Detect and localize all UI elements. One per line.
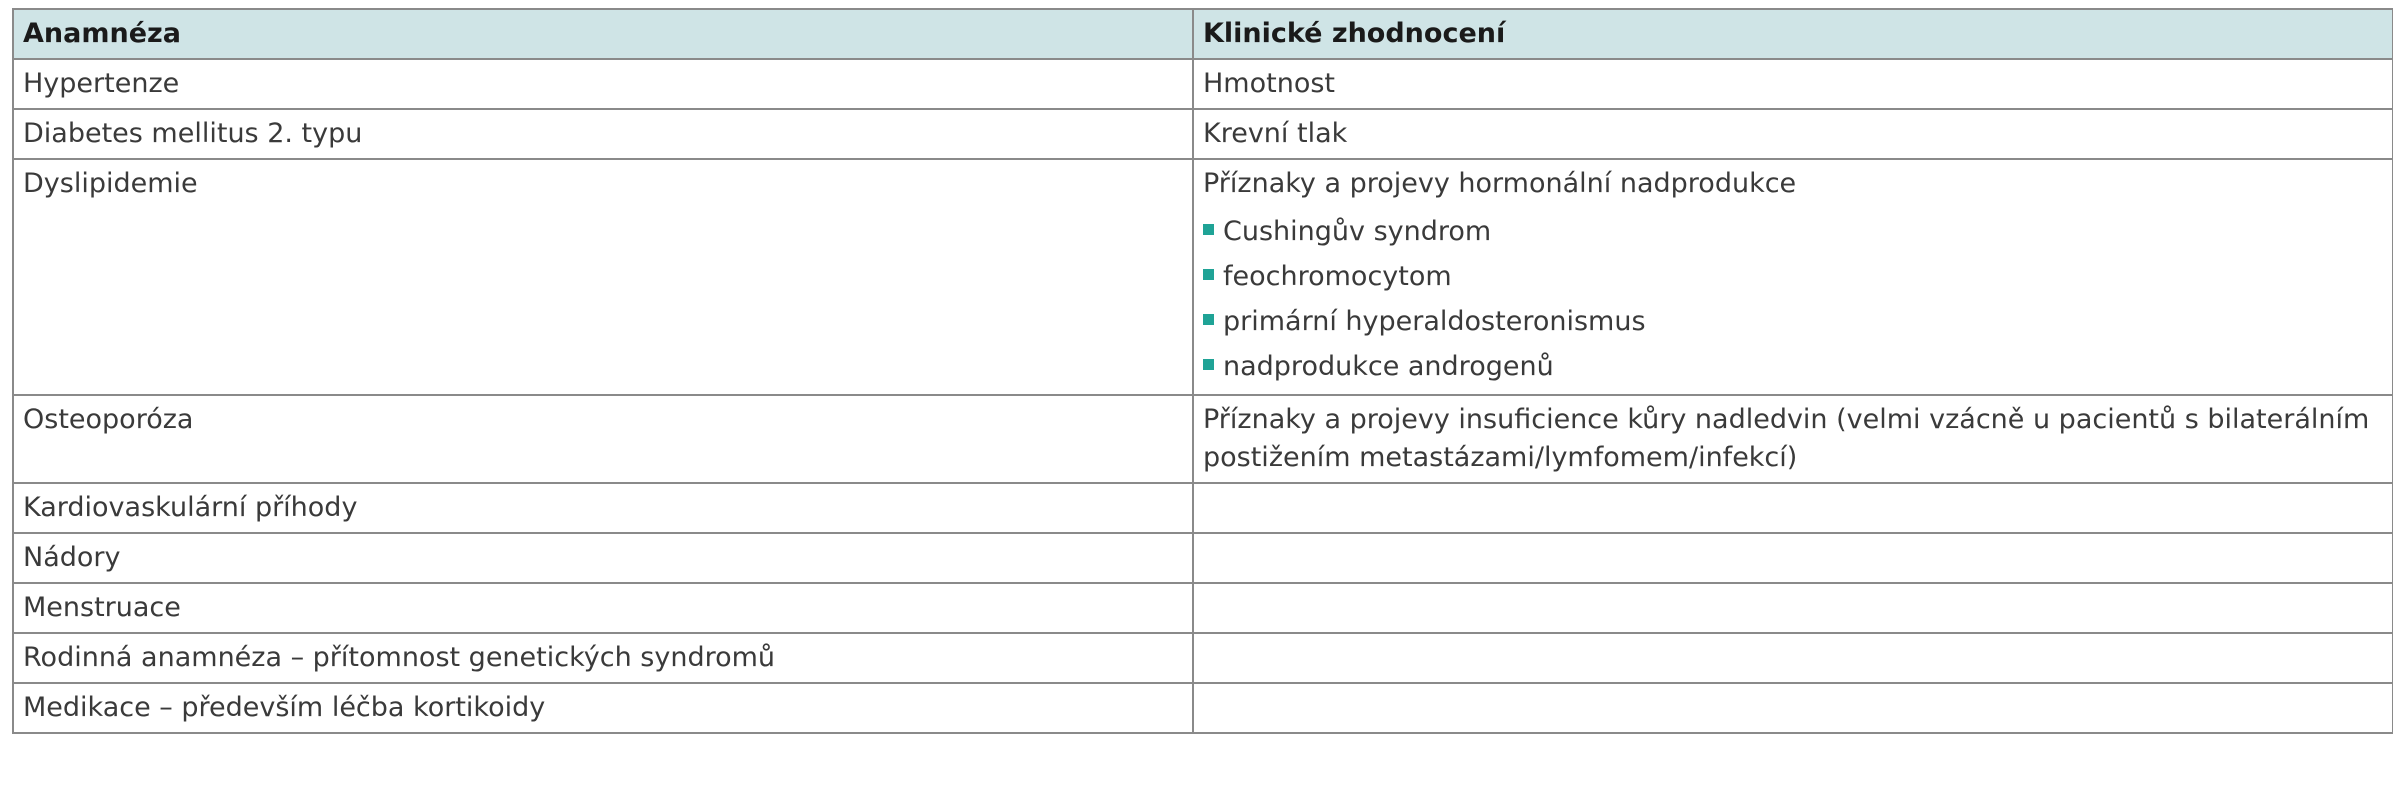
square-bullet-icon	[1203, 224, 1214, 235]
list-item-label: feochromocytom	[1223, 261, 1452, 292]
cell-zhodnoceni	[1193, 633, 2393, 683]
table-row	[13, 109, 2393, 159]
square-bullet-icon	[1203, 359, 1214, 370]
cell-anamneza: Medikace – především léčba kortikoidy	[13, 683, 1193, 733]
list-item-label: Cushingův syndrom	[1223, 216, 1492, 247]
cell-zhodnoceni: Krevní tlak	[1193, 109, 2393, 159]
table-row	[13, 159, 2393, 395]
cell-zhodnoceni	[1193, 533, 2393, 583]
cell-zhodnoceni: Hmotnost	[1193, 59, 2393, 109]
table-row	[13, 395, 2393, 483]
list-item-label: primární hyperaldosteronismus	[1223, 306, 1646, 337]
cell-zhodnoceni	[1193, 683, 2393, 733]
document-page	[12, 8, 2392, 734]
clinical-table	[12, 8, 2393, 734]
table-row	[13, 683, 2393, 733]
cell-anamneza: Rodinná anamnéza – přítomnost genetických syndromů	[13, 633, 1193, 683]
cell-heading: Příznaky a projevy hormonální nadprodukce	[1203, 168, 1797, 199]
square-bullet-icon	[1203, 314, 1214, 325]
table-row	[13, 59, 2393, 109]
list-item	[1203, 254, 2383, 299]
cell-zhodnoceni: Příznaky a projevy insuficience kůry nadledvin (velmi vzácně u pacientů s bilaterálním postižením metastázami/lymfomem/infekcí)	[1193, 395, 2393, 483]
cell-anamneza: Nádory	[13, 533, 1193, 583]
list-item-label: nadprodukce androgenů	[1223, 351, 1554, 382]
cell-anamneza: Hypertenze	[13, 59, 1193, 109]
cell-zhodnoceni	[1193, 483, 2393, 533]
cell-anamneza: Diabetes mellitus 2. typu	[13, 109, 1193, 159]
table-row	[13, 583, 2393, 633]
cell-anamneza: Menstruace	[13, 583, 1193, 633]
header-anamneza: Anamnéza	[13, 9, 1193, 59]
list-item	[1203, 209, 2383, 254]
square-bullet-icon	[1203, 269, 1214, 280]
cell-anamneza: Osteoporóza	[13, 395, 1193, 483]
cell-zhodnoceni	[1193, 159, 2393, 395]
table-row	[13, 533, 2393, 583]
table-row	[13, 633, 2393, 683]
bullet-list	[1203, 209, 2383, 389]
table-header-row	[13, 9, 2393, 59]
cell-anamneza: Kardiovaskulární příhody	[13, 483, 1193, 533]
list-item	[1203, 344, 2383, 389]
header-klinicke-zhodnoceni: Klinické zhodnocení	[1193, 9, 2393, 59]
cell-anamneza: Dyslipidemie	[13, 159, 1193, 395]
list-item	[1203, 299, 2383, 344]
cell-zhodnoceni	[1193, 583, 2393, 633]
table-row	[13, 483, 2393, 533]
